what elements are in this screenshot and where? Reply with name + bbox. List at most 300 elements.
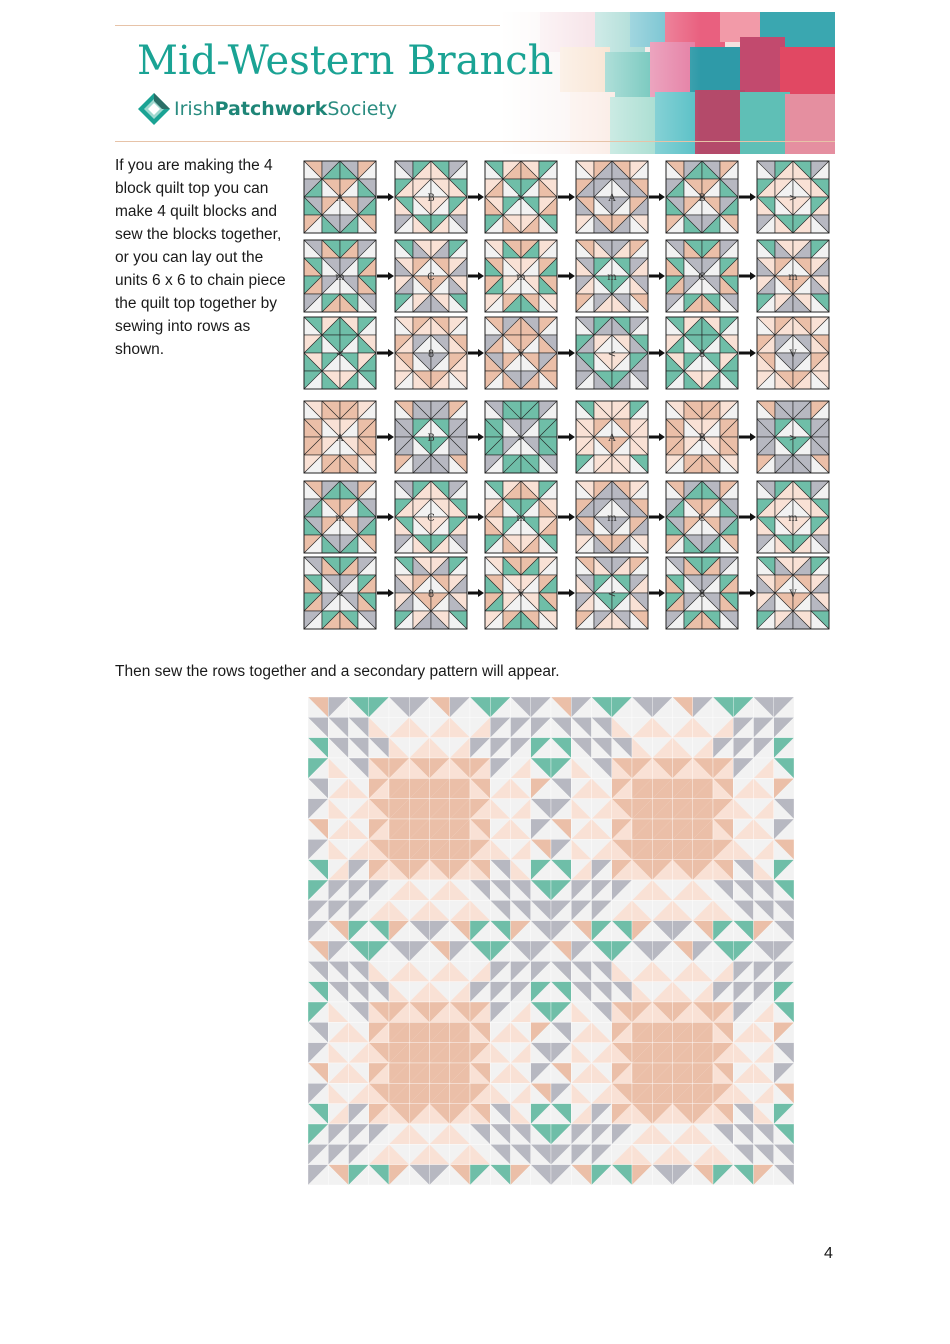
quilt-patch — [369, 697, 389, 717]
unit-label: A — [608, 433, 616, 444]
quilt-patch — [531, 941, 551, 961]
quilt-patch — [389, 982, 409, 1002]
quilt-patch — [389, 1124, 409, 1144]
quilt-patch — [571, 1043, 591, 1063]
quilt-patch — [389, 819, 409, 839]
quilt-patch — [531, 860, 551, 880]
quilt-patch — [693, 839, 713, 859]
quilt-patch — [673, 900, 693, 920]
unit-label: V — [789, 589, 797, 600]
quilt-patch — [511, 1165, 531, 1185]
unit-label: C — [698, 272, 706, 283]
quilt-patch — [511, 860, 531, 880]
quilt-patch — [612, 880, 632, 900]
quilt-patch — [470, 1104, 490, 1124]
unit-label: A — [608, 193, 616, 204]
quilt-patch — [592, 1083, 612, 1103]
quilt-patch — [652, 921, 672, 941]
quilt-patch — [571, 860, 591, 880]
quilt-patch — [652, 860, 672, 880]
quilt-unit — [485, 240, 557, 312]
quilt-patch — [551, 941, 571, 961]
page-title: Mid-Western Branch — [137, 38, 554, 84]
sewing-arrow-icon — [739, 349, 756, 357]
quilt-patch — [632, 1022, 652, 1042]
quilt-unit — [576, 240, 648, 312]
quilt-patch — [632, 819, 652, 839]
quilt-patch — [369, 1043, 389, 1063]
quilt-patch — [673, 860, 693, 880]
quilt-patch — [450, 1002, 470, 1022]
quilt-unit — [304, 401, 376, 473]
quilt-patch — [733, 819, 753, 839]
quilt-patch — [673, 921, 693, 941]
quilt-patch — [430, 941, 450, 961]
quilt-patch — [713, 839, 733, 859]
quilt-patch — [328, 1165, 348, 1185]
quilt-patch — [511, 1104, 531, 1124]
quilt-patch — [490, 961, 510, 981]
quilt-patch — [774, 941, 794, 961]
quilt-patch — [369, 799, 389, 819]
quilt-patch — [754, 1124, 774, 1144]
quilt-patch — [328, 778, 348, 798]
quilt-patch — [774, 860, 794, 880]
unit-label: B — [427, 193, 435, 204]
quilt-patch — [409, 778, 429, 798]
quilt-patch — [409, 839, 429, 859]
quilt-patch — [592, 1144, 612, 1164]
quilt-patch — [328, 1104, 348, 1124]
quilt-patch — [430, 982, 450, 1002]
unit-label: m — [788, 272, 798, 283]
quilt-patch — [693, 1063, 713, 1083]
quilt-patch — [774, 900, 794, 920]
quilt-patch — [733, 941, 753, 961]
quilt-patch — [409, 860, 429, 880]
quilt-patch — [754, 1043, 774, 1063]
quilt-patch — [511, 961, 531, 981]
quilt-patch — [470, 1002, 490, 1022]
quilt-patch — [409, 1124, 429, 1144]
quilt-patch — [409, 900, 429, 920]
quilt-patch — [652, 1144, 672, 1164]
sewing-arrow-icon — [558, 349, 575, 357]
quilt-patch — [490, 860, 510, 880]
quilt-patch — [551, 1022, 571, 1042]
quilt-patch — [389, 799, 409, 819]
quilt-patch — [693, 697, 713, 717]
quilt-patch — [754, 921, 774, 941]
quilt-patch — [693, 1165, 713, 1185]
quilt-patch — [369, 738, 389, 758]
quilt-patch — [693, 941, 713, 961]
quilt-patch — [632, 860, 652, 880]
unit-label: < — [335, 349, 345, 360]
quilt-patch — [389, 941, 409, 961]
page-number: 4 — [824, 1245, 833, 1262]
quilt-patch — [652, 1022, 672, 1042]
quilt-patch — [389, 1144, 409, 1164]
quilt-patch — [409, 697, 429, 717]
sewing-arrow-icon — [649, 589, 665, 597]
quilt-patch — [571, 1002, 591, 1022]
quilt-patch — [369, 819, 389, 839]
unit-label: B — [698, 433, 706, 444]
sewing-arrow-icon — [739, 433, 756, 441]
quilt-patch — [754, 738, 774, 758]
quilt-patch — [349, 880, 369, 900]
quilt-patch — [328, 941, 348, 961]
quilt-unit — [304, 481, 376, 553]
quilt-patch — [328, 921, 348, 941]
unit-label: m — [335, 513, 345, 524]
quilt-patch — [511, 880, 531, 900]
quilt-unit — [304, 317, 376, 389]
quilt-patch — [592, 921, 612, 941]
quilt-unit — [395, 317, 467, 389]
quilt-patch — [673, 1002, 693, 1022]
quilt-patch — [430, 717, 450, 737]
quilt-patch — [490, 799, 510, 819]
quilt-patch — [592, 778, 612, 798]
quilt-patch — [450, 1022, 470, 1042]
quilt-patch — [369, 1104, 389, 1124]
quilt-patch — [612, 900, 632, 920]
quilt-patch — [349, 1165, 369, 1185]
quilt-patch — [592, 799, 612, 819]
quilt-patch — [389, 860, 409, 880]
quilt-patch — [308, 1043, 328, 1063]
quilt-patch — [551, 738, 571, 758]
quilt-patch — [652, 1104, 672, 1124]
quilt-patch — [592, 758, 612, 778]
quilt-patch — [470, 717, 490, 737]
quilt-patch — [774, 1124, 794, 1144]
quilt-patch — [470, 778, 490, 798]
quilt-patch — [531, 1022, 551, 1042]
quilt-patch — [490, 1043, 510, 1063]
quilt-patch — [308, 1002, 328, 1022]
quilt-unit — [395, 161, 467, 233]
quilt-patch — [409, 1022, 429, 1042]
quilt-unit — [485, 317, 557, 389]
quilt-patch — [470, 697, 490, 717]
quilt-patch — [713, 921, 733, 941]
quilt-patch — [349, 738, 369, 758]
quilt-patch — [733, 1063, 753, 1083]
quilt-patch — [349, 900, 369, 920]
quilt-patch — [652, 738, 672, 758]
quilt-patch — [733, 717, 753, 737]
quilt-patch — [754, 819, 774, 839]
quilt-patch — [612, 982, 632, 1002]
quilt-unit — [666, 557, 738, 629]
quilt-patch — [349, 697, 369, 717]
quilt-patch — [713, 1165, 733, 1185]
sewing-arrow-icon — [377, 272, 394, 280]
quilt-patch — [774, 982, 794, 1002]
quilt-patch — [774, 799, 794, 819]
quilt-patch — [450, 982, 470, 1002]
quilt-patch — [389, 1063, 409, 1083]
quilt-patch — [328, 1002, 348, 1022]
quilt-patch — [308, 758, 328, 778]
quilt-patch — [308, 738, 328, 758]
quilt-patch — [389, 1002, 409, 1022]
quilt-patch — [754, 778, 774, 798]
quilt-patch — [774, 1104, 794, 1124]
quilt-patch — [652, 880, 672, 900]
quilt-patch — [754, 1104, 774, 1124]
quilt-patch — [612, 717, 632, 737]
unit-label: > — [788, 433, 798, 444]
quilt-patch — [450, 717, 470, 737]
quilt-patch — [470, 1165, 490, 1185]
quilt-patch — [673, 1083, 693, 1103]
quilt-patch — [328, 1063, 348, 1083]
unit-label: V — [789, 349, 797, 360]
quilt-patch — [450, 819, 470, 839]
sewing-arrow-icon — [468, 589, 484, 597]
quilt-patch — [733, 839, 753, 859]
quilt-patch — [369, 1002, 389, 1022]
quilt-patch — [308, 717, 328, 737]
sewing-arrow-icon — [377, 589, 394, 597]
quilt-patch — [571, 778, 591, 798]
quilt-patch — [774, 778, 794, 798]
quilt-patch — [490, 982, 510, 1002]
quilt-patch — [571, 758, 591, 778]
quilt-patch — [511, 697, 531, 717]
quilt-patch — [693, 860, 713, 880]
quilt-patch — [713, 1043, 733, 1063]
quilt-patch — [531, 1002, 551, 1022]
quilt-patch — [490, 880, 510, 900]
quilt-patch — [571, 1083, 591, 1103]
quilt-patch — [450, 880, 470, 900]
quilt-patch — [571, 839, 591, 859]
quilt-patch — [754, 799, 774, 819]
quilt-patch — [571, 982, 591, 1002]
quilt-patch — [308, 1144, 328, 1164]
quilt-patch — [592, 1165, 612, 1185]
quilt-patch — [612, 961, 632, 981]
quilt-patch — [652, 778, 672, 798]
quilt-patch — [551, 697, 571, 717]
quilt-patch — [713, 900, 733, 920]
quilt-patch — [571, 1063, 591, 1083]
quilt-patch — [308, 799, 328, 819]
quilt-patch — [673, 738, 693, 758]
quilt-patch — [349, 1144, 369, 1164]
quilt-patch — [693, 758, 713, 778]
quilt-patch — [733, 1002, 753, 1022]
quilt-patch — [754, 697, 774, 717]
quilt-patch — [389, 1083, 409, 1103]
quilt-unit — [666, 401, 738, 473]
quilt-patch — [632, 717, 652, 737]
unit-label: A — [336, 193, 344, 204]
quilt-patch — [409, 1144, 429, 1164]
quilt-patch — [511, 717, 531, 737]
quilt-patch — [551, 819, 571, 839]
quilt-patch — [450, 860, 470, 880]
quilt-patch — [774, 1022, 794, 1042]
quilt-patch — [511, 1124, 531, 1144]
quilt-patch — [389, 738, 409, 758]
quilt-patch — [592, 860, 612, 880]
quilt-patch — [551, 921, 571, 941]
quilt-patch — [511, 1022, 531, 1042]
quilt-patch — [531, 1083, 551, 1103]
quilt-patch — [551, 1002, 571, 1022]
quilt-patch — [592, 697, 612, 717]
quilt-patch — [409, 1165, 429, 1185]
quilt-patch — [531, 799, 551, 819]
unit-label: m — [788, 513, 798, 524]
quilt-patch — [430, 839, 450, 859]
quilt-patch — [673, 1063, 693, 1083]
quilt-patch — [511, 1043, 531, 1063]
quilt-unit — [576, 161, 648, 233]
quilt-patch — [571, 900, 591, 920]
quilt-patch — [733, 961, 753, 981]
quilt-patch — [673, 982, 693, 1002]
quilt-patch — [652, 697, 672, 717]
quilt-patch — [409, 819, 429, 839]
quilt-patch — [450, 1124, 470, 1144]
quilt-patch — [571, 799, 591, 819]
quilt-patch — [490, 717, 510, 737]
quilt-patch — [470, 758, 490, 778]
quilt-patch — [430, 1083, 450, 1103]
unit-label: C — [698, 513, 706, 524]
quilt-patch — [652, 1165, 672, 1185]
quilt-patch — [632, 1002, 652, 1022]
quilt-patch — [490, 1165, 510, 1185]
quilt-patch — [490, 758, 510, 778]
quilt-patch — [470, 900, 490, 920]
quilt-patch — [551, 799, 571, 819]
quilt-patch — [511, 982, 531, 1002]
quilt-patch — [754, 880, 774, 900]
quilt-patch — [693, 1083, 713, 1103]
quilt-patch — [693, 778, 713, 798]
quilt-patch — [328, 697, 348, 717]
quilt-patch — [470, 982, 490, 1002]
quilt-patch — [713, 1124, 733, 1144]
quilt-patch — [531, 982, 551, 1002]
quilt-unit — [304, 240, 376, 312]
quilt-patch — [430, 799, 450, 819]
quilt-patch — [612, 758, 632, 778]
quilt-patch — [409, 717, 429, 737]
unit-label: > — [788, 193, 798, 204]
sewing-arrow-icon — [558, 193, 575, 201]
quilt-patch — [511, 839, 531, 859]
quilt-patch — [571, 819, 591, 839]
quilt-patch — [774, 1063, 794, 1083]
quilt-patch — [450, 1063, 470, 1083]
quilt-patch — [511, 941, 531, 961]
quilt-patch — [450, 1104, 470, 1124]
quilt-patch — [409, 982, 429, 1002]
sewing-arrow-icon — [739, 272, 756, 280]
quilt-unit — [757, 240, 829, 312]
sewing-arrow-icon — [739, 589, 756, 597]
quilt-patch — [673, 1124, 693, 1144]
quilt-patch — [592, 880, 612, 900]
quilt-patch — [652, 758, 672, 778]
quilt-patch — [713, 778, 733, 798]
quilt-patch — [733, 1104, 753, 1124]
quilt-patch — [470, 941, 490, 961]
quilt-patch — [470, 880, 490, 900]
quilt-patch — [349, 1022, 369, 1042]
quilt-patch — [592, 1104, 612, 1124]
quilt-patch — [673, 819, 693, 839]
quilt-patch — [774, 1165, 794, 1185]
quilt-patch — [369, 941, 389, 961]
quilt-patch — [571, 1022, 591, 1042]
quilt-patch — [389, 880, 409, 900]
quilt-patch — [490, 1022, 510, 1042]
quilt-patch — [693, 738, 713, 758]
quilt-patch — [612, 941, 632, 961]
quilt-patch — [551, 1043, 571, 1063]
quilt-patch — [612, 799, 632, 819]
quilt-patch — [571, 1124, 591, 1144]
quilt-patch — [409, 738, 429, 758]
quilt-unit — [395, 481, 467, 553]
quilt-patch — [652, 717, 672, 737]
quilt-patch — [349, 1063, 369, 1083]
quilt-patch — [612, 819, 632, 839]
quilt-patch — [430, 1144, 450, 1164]
quilt-patch — [571, 1144, 591, 1164]
quilt-unit — [757, 401, 829, 473]
quilt-patch — [673, 941, 693, 961]
quilt-patch — [328, 758, 348, 778]
quilt-patch — [328, 982, 348, 1002]
quilt-patch — [693, 961, 713, 981]
rows-caption: Then sew the rows together and a secondary pattern will appear. — [115, 663, 560, 680]
quilt-patch — [511, 921, 531, 941]
quilt-patch — [531, 778, 551, 798]
quilt-patch — [592, 961, 612, 981]
quilt-patch — [470, 1043, 490, 1063]
quilt-patch — [612, 921, 632, 941]
quilt-patch — [308, 860, 328, 880]
quilt-patch — [409, 758, 429, 778]
quilt-unit — [485, 481, 557, 553]
quilt-patch — [612, 1063, 632, 1083]
quilt-patch — [693, 982, 713, 1002]
quilt-patch — [349, 1124, 369, 1144]
quilt-patch — [430, 1063, 450, 1083]
unit-label: 8 — [427, 589, 435, 600]
quilt-patch — [511, 900, 531, 920]
quilt-patch — [369, 717, 389, 737]
quilt-patch — [531, 758, 551, 778]
quilt-patch — [571, 880, 591, 900]
quilt-patch — [632, 1165, 652, 1185]
quilt-patch — [349, 819, 369, 839]
quilt-patch — [693, 921, 713, 941]
unit-label: m — [335, 272, 345, 283]
quilt-patch — [308, 961, 328, 981]
